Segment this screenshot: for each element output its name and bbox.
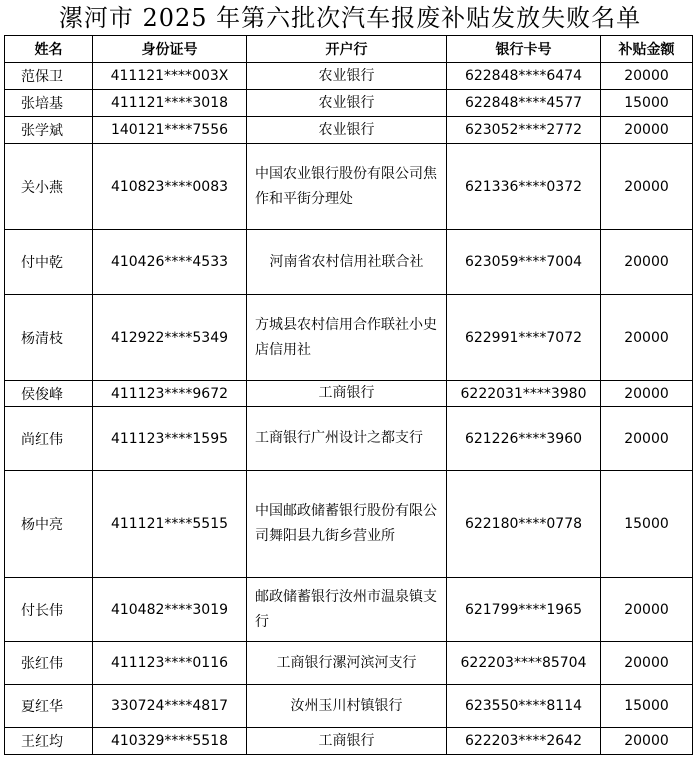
- cell-bank: 方城县农村信用合作联社小史店信用社: [247, 295, 447, 381]
- cell-bank: 工商银行漯河滨河支行: [247, 642, 447, 685]
- cell-name: 王红均: [5, 728, 93, 755]
- cell-card: 622203****2642: [447, 728, 601, 755]
- table-row: [5, 685, 693, 728]
- cell-bank: 农业银行: [247, 90, 447, 117]
- cell-name: 关小燕: [5, 144, 93, 230]
- cell-name: 张培基: [5, 90, 93, 117]
- cell-amount: 20000: [601, 117, 693, 144]
- table-row: [5, 295, 693, 381]
- cell-id: 410426****4533: [93, 230, 247, 295]
- cell-bank: 汝州玉川村镇银行: [247, 685, 447, 728]
- cell-name: 付中乾: [5, 230, 93, 295]
- cell-bank: 河南省农村信用社联合社: [247, 230, 447, 295]
- header-bank: 开户行: [247, 36, 447, 63]
- page-title: 漯河市 2025 年第六批次汽车报废补贴发放失败名单: [58, 4, 642, 32]
- table-row: [5, 578, 693, 642]
- cell-id: 411121****5515: [93, 471, 247, 578]
- cell-amount: 20000: [601, 63, 693, 90]
- cell-card: 6222031****3980: [447, 381, 601, 407]
- cell-card: 622848****4577: [447, 90, 601, 117]
- cell-amount: 20000: [601, 230, 693, 295]
- cell-bank: 工商银行: [247, 728, 447, 755]
- cell-card: 622848****6474: [447, 63, 601, 90]
- cell-id: 410482****3019: [93, 578, 247, 642]
- cell-id: 410823****0083: [93, 144, 247, 230]
- cell-amount: 20000: [601, 407, 693, 471]
- table-row: [5, 144, 693, 230]
- cell-amount: 15000: [601, 471, 693, 578]
- cell-id: 412922****5349: [93, 295, 247, 381]
- cell-id: 411123****0116: [93, 642, 247, 685]
- table-row: [5, 230, 693, 295]
- cell-id: 411121****3018: [93, 90, 247, 117]
- cell-amount: 20000: [601, 144, 693, 230]
- cell-id: 411123****9672: [93, 381, 247, 407]
- cell-name: 范保卫: [5, 63, 93, 90]
- failed-payment-table: [4, 35, 693, 755]
- cell-amount: 20000: [601, 578, 693, 642]
- cell-bank: 邮政储蓄银行汝州市温泉镇支行: [247, 578, 447, 642]
- cell-bank: 工商银行: [247, 381, 447, 407]
- cell-name: 张学斌: [5, 117, 93, 144]
- cell-card: 621226****3960: [447, 407, 601, 471]
- header-id: 身份证号: [93, 36, 247, 63]
- header-card: 银行卡号: [447, 36, 601, 63]
- cell-name: 侯俊峰: [5, 381, 93, 407]
- cell-card: 623059****7004: [447, 230, 601, 295]
- cell-amount: 20000: [601, 728, 693, 755]
- table-row: [5, 63, 693, 90]
- table-row: [5, 407, 693, 471]
- cell-name: 付长伟: [5, 578, 93, 642]
- cell-card: 622180****0778: [447, 471, 601, 578]
- cell-bank: 中国邮政储蓄银行股份有限公司舞阳县九街乡营业所: [247, 471, 447, 578]
- cell-id: 330724****4817: [93, 685, 247, 728]
- cell-id: 411121****003X: [93, 63, 247, 90]
- table-row: [5, 117, 693, 144]
- table-row: [5, 471, 693, 578]
- cell-id: 140121****7556: [93, 117, 247, 144]
- cell-id: 411123****1595: [93, 407, 247, 471]
- cell-card: 623550****8114: [447, 685, 601, 728]
- cell-amount: 15000: [601, 685, 693, 728]
- cell-bank: 农业银行: [247, 117, 447, 144]
- cell-bank: 农业银行: [247, 63, 447, 90]
- cell-bank: 工商银行广州设计之都支行: [247, 407, 447, 471]
- cell-card: 621336****0372: [447, 144, 601, 230]
- cell-card: 621799****1965: [447, 578, 601, 642]
- header-name: 姓名: [5, 36, 93, 63]
- header-amount: 补贴金额: [601, 36, 693, 63]
- cell-card: 623052****2772: [447, 117, 601, 144]
- cell-name: 尚红伟: [5, 407, 93, 471]
- table-row: [5, 381, 693, 407]
- cell-amount: 20000: [601, 381, 693, 407]
- cell-amount: 15000: [601, 90, 693, 117]
- cell-id: 410329****5518: [93, 728, 247, 755]
- cell-amount: 20000: [601, 642, 693, 685]
- cell-name: 张红伟: [5, 642, 93, 685]
- cell-card: 622203****85704: [447, 642, 601, 685]
- cell-name: 夏红华: [5, 685, 93, 728]
- table-row: [5, 728, 693, 755]
- cell-amount: 20000: [601, 295, 693, 381]
- cell-bank: 中国农业银行股份有限公司焦作和平街分理处: [247, 144, 447, 230]
- table-header-row: [5, 36, 693, 63]
- table-row: [5, 90, 693, 117]
- cell-name: 杨清枝: [5, 295, 93, 381]
- cell-name: 杨中亮: [5, 471, 93, 578]
- cell-card: 622991****7072: [447, 295, 601, 381]
- table-row: [5, 642, 693, 685]
